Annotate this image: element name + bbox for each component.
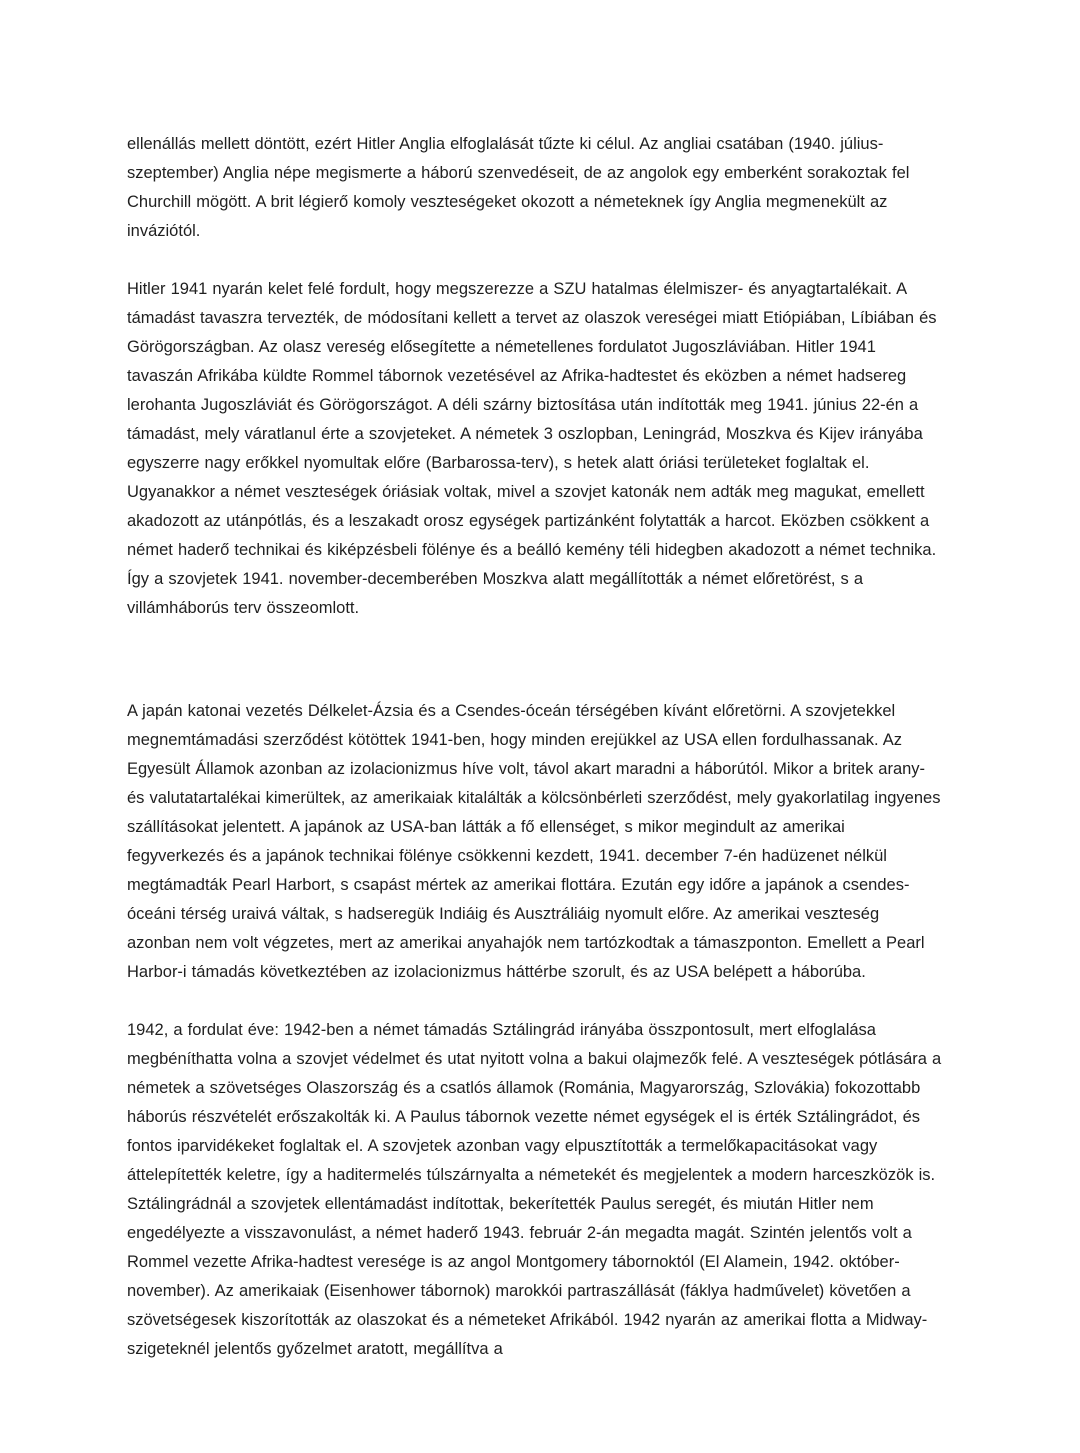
- paragraph-japan-usa: A japán katonai vezetés Délkelet-Ázsia és a Csendes-óceán térségében kívánt előretörni. A szovjetekkel megnemtámadási szerződést kötöttek 1941-ben, hogy minden erejükkel az USA ellen fordulhassanak. Az Egyesült Államok azonban az izolacionizmus híve volt, távol akart maradni a háborútól. Mikor a britek arany- és valutatartalékai kimerültek, az amerikaiak kitalálták a kölcsönbérleti szerződést, mely gyakorlatilag ingyenes szállításokat jelentett. A japánok az USA-ban látták a fő ellenséget, s mikor megindult az amerikai fegyverkezés és a japánok technikai fölénye csökkenni kezdett, 1941. december 7-én hadüzenet nélkül megtámadták Pearl Harbort, s csapást mértek az amerikai flottára. Ezután egy időre a japánok a csendes-óceáni térség uraivá váltak, s hadseregük Indiáig és Ausztráliáig nyomult előre. Az amerikai veszteség azonban nem volt végzetes, mert az amerikai anyahajók nem tartózkodtak a támaszponton. Emellett a Pearl Harbor-i támadás következtében az izolacionizmus háttérbe szorult, és az USA belépett a háborúba.: [127, 702, 941, 981]
- paragraph-barbarossa: Hitler 1941 nyarán kelet felé fordult, hogy megszerezze a SZU hatalmas élelmiszer- és anyagtartalékait. A támadást tavaszra tervezték, de módosítani kellett a tervet az olaszok vereségei miatt Etiópiában, Líbiában és Görögországban. Az olasz vereség elősegítette a németellenes fordulatot Jugoszláviában. Hitler 1941 tavaszán Afrikába küldte Rommel tábornok vezetésével az Afrika-hadtestet és eközben a német hadsereg lerohanta Jugoszláviát és Görögországot. A déli szárny biztosítása után indították meg 1941. június 22-én a támadást, mely váratlanul érte a szovjeteket. A németek 3 oszlopban, Leningrád, Moszkva és Kijev irányába egyszerre nagy erőkkel nyomultak előre (Barbarossa-terv), s hetek alatt óriási területeket foglaltak el. Ugyanakkor a német veszteségek óriásiak voltak, mivel a szovjet katonák nem adták meg magukat, emellett akadozott az utánpótlás, és a leszakadt orosz egységek partizánként folytatták a harcot. Eközben csökkent a német haderő technikai és kiképzésbeli fölénye és a beálló kemény téli hidegben akadozott a német technika. Így a szovjetek 1941. november-decemberében Moszkva alatt megállították a német előretörést, s a villámháborús terv összeomlott.: [127, 280, 937, 617]
- paragraph-britain-battle: ellenállás mellett döntött, ezért Hitler Anglia elfoglalását tűzte ki célul. Az angliai csatában (1940. július-szeptember) Anglia népe megismerte a háború szenvedéseit, de az angolok egy emberként sorakoztak fel Churchill mögött. A brit légierő komoly veszteségeket okozott a németeknek így Anglia megmenekült az inváziótól.: [127, 135, 910, 240]
- paragraph-1942-turning-point: 1942, a fordulat éve: 1942-ben a német támadás Sztálingrád irányába összpontosult, mert elfoglalása megbéníthatta volna a szovjet védelmet és utat nyitott volna a bakui olajmezők felé. A veszteségek pótlására a németek a szövetséges Olaszország és a csatlós államok (Románia, Magyarország, Szlovákia) fokozottabb háborús részvételét erőszakolták ki. A Paulus tábornok vezette német egységek el is érték Sztálingrádot, és fontos iparvidékeket foglaltak el. A szovjetek azonban vagy elpusztították a termelőkapacitásokat vagy áttelepítették keletre, így a haditermelés túlszárnyalta a németekét és megjelentek a modern harceszközök is. Sztálingrádnál a szovjetek ellentámadást indítottak, bekerítették Paulus seregét, és miután Hitler nem engedélyezte a visszavonulást, a német haderő 1943. február 2-án megadta magát. Szintén jelentős volt a Rommel vezette Afrika-hadtest veresége is az angol Montgomery tábornoktól (El Alamein, 1942. október-november). Az amerikaiak (Eisenhower tábornok) marokkói partraszállását (fáklya hadművelet) követően a szövetségesek kiszorították az olaszokat és a németeket Afrikából. 1942 nyarán az amerikai flotta a Midway-szigeteknél jelentős győzelmet aratott, megállítva a: [127, 1021, 942, 1358]
- document-body: [127, 130, 942, 1364]
